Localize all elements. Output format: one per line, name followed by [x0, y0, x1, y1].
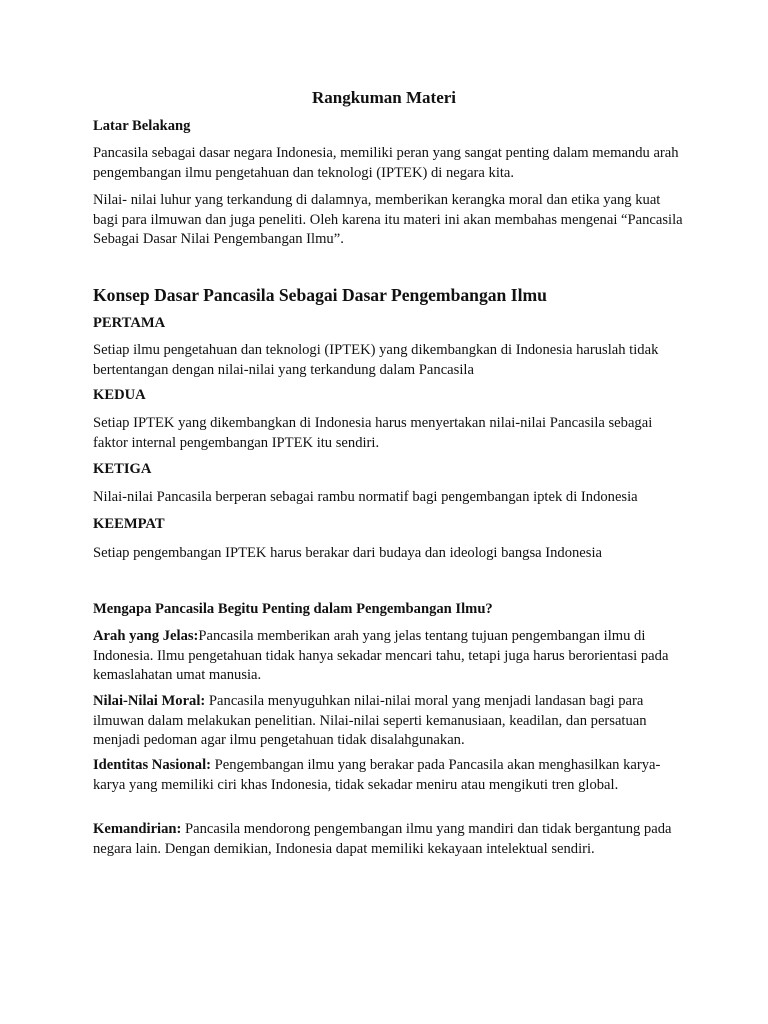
importance-item-2 [93, 692, 683, 751]
importance-text-3: Pengembangan ilmu yang berakar pada Pancasila akan menghasilkan karya-karya yang memiliki ciri khas Indonesia, tidak sekadar meniru atau mengikuti tren global. [93, 757, 661, 793]
importance-heading: Mengapa Pancasila Begitu Penting dalam Pengembangan Ilmu? [93, 601, 493, 617]
background-paragraph-2: Nilai- nilai luhur yang terkandung di dalamnya, memberikan kerangka moral dan etika yang kuat bagi para ilmuwan dan juga peneliti. Oleh karena itu materi ini akan membahas mengenai “Pancasila Sebagai Dasar Nilai Pengembangan Ilmu”. [93, 192, 683, 247]
background-paragraph-1: Pancasila sebagai dasar negara Indonesia, memiliki peran yang sangat penting dalam memandu arah pengembangan ilmu pengetahuan dan teknologi (IPTEK) di negara kita. [93, 145, 679, 181]
importance-term-2: Nilai-Nilai Moral: [93, 693, 206, 709]
importance-text-1: Pancasila memberikan arah yang jelas tentang tujuan pengembangan ilmu di Indonesia. Ilmu pengetahuan tidak hanya sekadar mencari tahu, tetapi juga harus berorientasi pada kemaslahatan umat manusia. [93, 628, 669, 683]
concept-item-label-2: KEDUA [93, 387, 146, 403]
concept-item-label-4: KEEMPAT [93, 516, 165, 532]
concept-heading: Konsep Dasar Pancasila Sebagai Dasar Pengembangan Ilmu [93, 285, 547, 305]
importance-item-1 [93, 627, 683, 686]
importance-term-3: Identitas Nasional: [93, 757, 211, 773]
importance-term-1: Arah yang Jelas: [93, 628, 199, 644]
importance-term-4: Kemandirian: [93, 821, 182, 837]
concept-item-text-1: Setiap ilmu pengetahuan dan teknologi (IPTEK) yang dikembangkan di Indonesia haruslah tidak bertentangan dengan nilai-nilai yang terkandung dalam Pancasila [93, 342, 659, 378]
concept-item-text-3: Nilai-nilai Pancasila berperan sebagai rambu normatif bagi pengembangan iptek di Indonesia [93, 489, 638, 505]
importance-text-2: Pancasila menyuguhkan nilai-nilai moral yang menjadi landasan bagi para ilmuwan dalam melakukan penelitian. Nilai-nilai seperti kemanusiaan, keadilan, dan persatuan menjadi pedoman agar ilmu pengetahuan tidak disalahgunakan. [93, 693, 647, 748]
background-heading: Latar Belakang [93, 118, 191, 134]
importance-item-4 [93, 820, 683, 859]
document-title: Rangkuman Materi [311, 88, 457, 107]
concept-item-label-3: KETIGA [93, 461, 152, 477]
concept-item-text-4: Setiap pengembangan IPTEK harus berakar dari budaya dan ideologi bangsa Indonesia [93, 545, 602, 561]
importance-text-4: Pancasila mendorong pengembangan ilmu yang mandiri dan tidak bergantung pada negara lain. Dengan demikian, Indonesia dapat memiliki kekayaan intelektual sendiri. [93, 821, 672, 857]
concept-item-label-1: PERTAMA [93, 315, 166, 331]
concept-item-text-2: Setiap IPTEK yang dikembangkan di Indonesia harus menyertakan nilai-nilai Pancasila sebagai faktor internal pengembangan IPTEK itu sendiri. [93, 415, 653, 451]
importance-item-3 [93, 756, 683, 795]
